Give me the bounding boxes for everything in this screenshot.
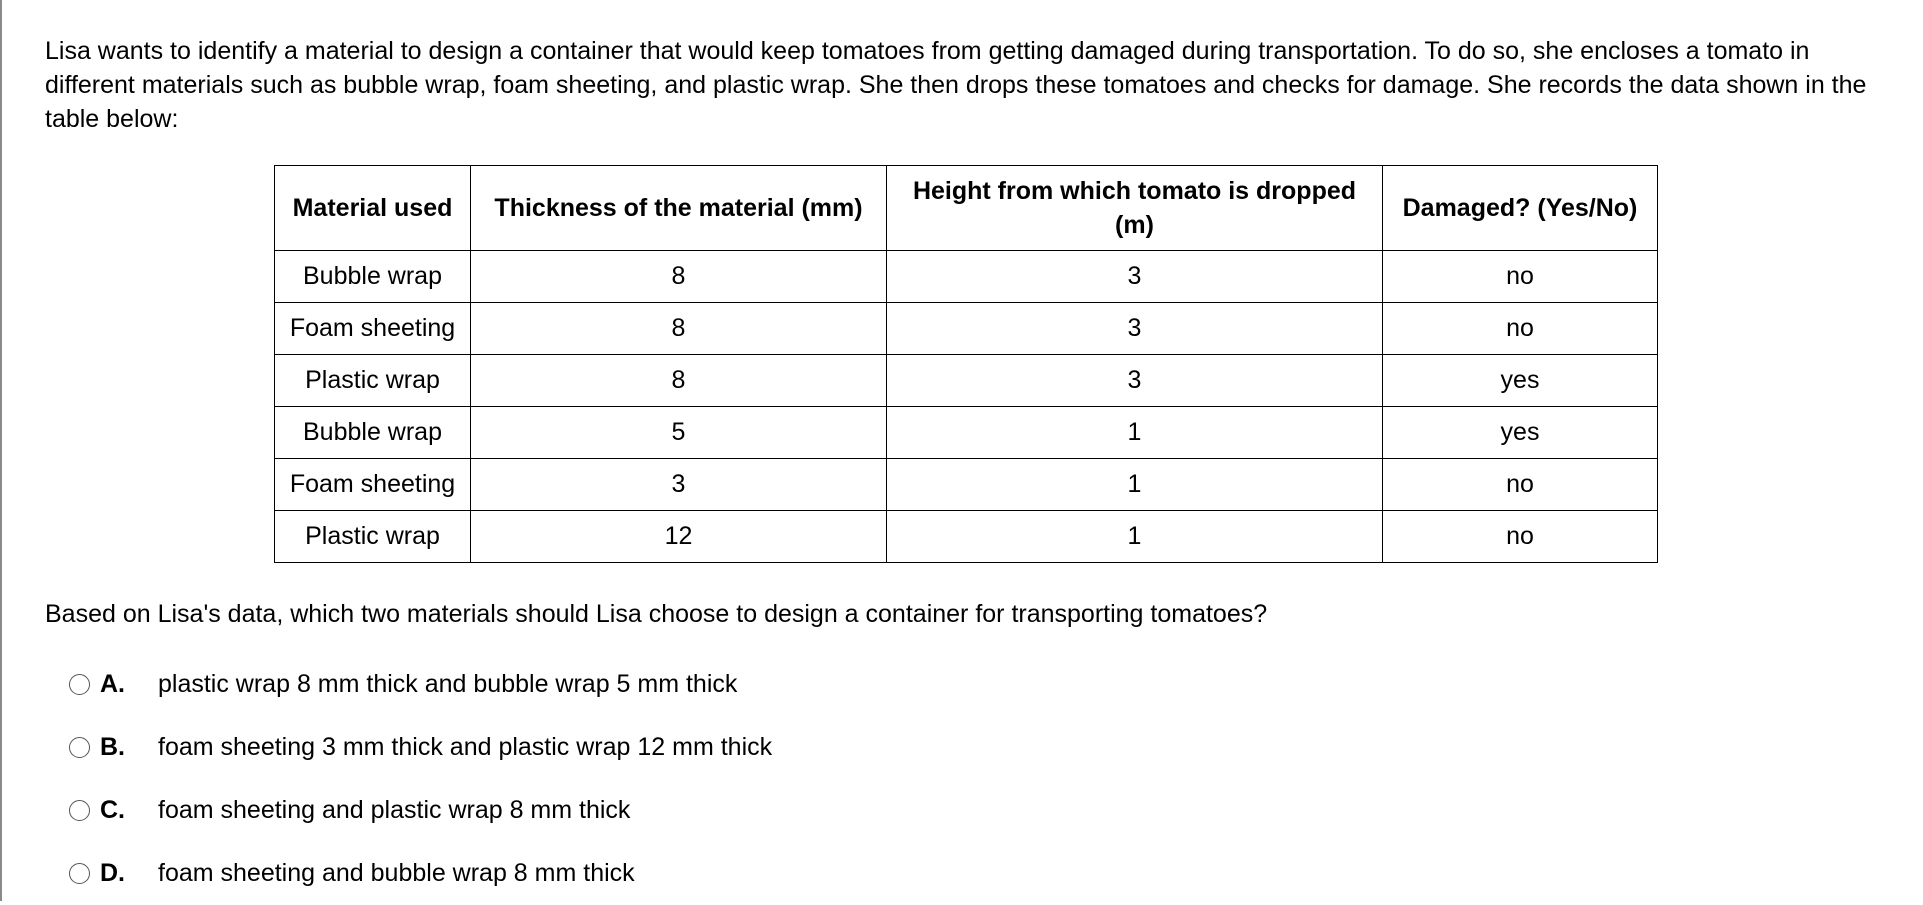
table-row (275, 511, 1658, 563)
question-text: Based on Lisa's data, which two materials should Lisa choose to design a container for transporting tomatoes? (45, 600, 1268, 628)
question-panel (45, 34, 1885, 905)
cell-material: Foam sheeting (275, 303, 471, 355)
option-d-letter: D. (100, 859, 125, 887)
table-row (275, 303, 1658, 355)
cell-damaged: no (1383, 459, 1658, 511)
option-c-radio[interactable] (69, 800, 90, 821)
cell-height: 1 (887, 511, 1383, 563)
header-thickness: Thickness of the material (mm) (471, 166, 887, 251)
cell-thickness: 8 (471, 303, 887, 355)
option-c-letter: C. (100, 796, 125, 824)
option-a[interactable] (45, 653, 1885, 716)
left-border (0, 0, 2, 901)
cell-damaged: no (1383, 511, 1658, 563)
option-a-text: plastic wrap 8 mm thick and bubble wrap 5 mm thick (158, 670, 738, 698)
option-a-letter: A. (100, 670, 125, 698)
header-drop-height: Height from which tomato is dropped (m) (887, 166, 1383, 251)
cell-damaged: yes (1383, 355, 1658, 407)
table-row (275, 355, 1658, 407)
cell-material: Bubble wrap (275, 407, 471, 459)
cell-height: 1 (887, 459, 1383, 511)
table-row (275, 407, 1658, 459)
option-c-text: foam sheeting and plastic wrap 8 mm thick (158, 796, 631, 824)
cell-material: Plastic wrap (275, 355, 471, 407)
cell-height: 3 (887, 251, 1383, 303)
cell-height: 3 (887, 303, 1383, 355)
option-b-radio[interactable] (69, 737, 90, 758)
question-prompt: Lisa wants to identify a material to design a container that would keep tomatoes from getting damaged during transportation. To do so, she encloses a tomato in different materials such as bubble wrap, foam sheeting, and plastic wrap. She then drops these tomatoes and checks for damage. She records the data shown in the table below: (45, 37, 1867, 133)
cell-thickness: 3 (471, 459, 887, 511)
cell-thickness: 12 (471, 511, 887, 563)
header-material-used: Material used (275, 166, 471, 251)
option-d-text: foam sheeting and bubble wrap 8 mm thick (158, 859, 635, 887)
cell-damaged: no (1383, 303, 1658, 355)
cell-damaged: no (1383, 251, 1658, 303)
cell-thickness: 8 (471, 251, 887, 303)
cell-thickness: 8 (471, 355, 887, 407)
cell-damaged: yes (1383, 407, 1658, 459)
option-d[interactable] (45, 842, 1885, 905)
cell-material: Plastic wrap (275, 511, 471, 563)
header-damaged: Damaged? (Yes/No) (1383, 166, 1658, 251)
cell-height: 3 (887, 355, 1383, 407)
answer-options (45, 653, 1885, 905)
option-b-letter: B. (100, 733, 125, 761)
table-header-row (275, 166, 1658, 251)
cell-material: Bubble wrap (275, 251, 471, 303)
option-c[interactable] (45, 779, 1885, 842)
cell-thickness: 5 (471, 407, 887, 459)
cell-material: Foam sheeting (275, 459, 471, 511)
option-a-radio[interactable] (69, 674, 90, 695)
option-b-text: foam sheeting 3 mm thick and plastic wrap 12 mm thick (158, 733, 773, 761)
cell-height: 1 (887, 407, 1383, 459)
data-table (274, 165, 1658, 563)
option-b[interactable] (45, 716, 1885, 779)
table-row (275, 459, 1658, 511)
table-row (275, 251, 1658, 303)
option-d-radio[interactable] (69, 863, 90, 884)
